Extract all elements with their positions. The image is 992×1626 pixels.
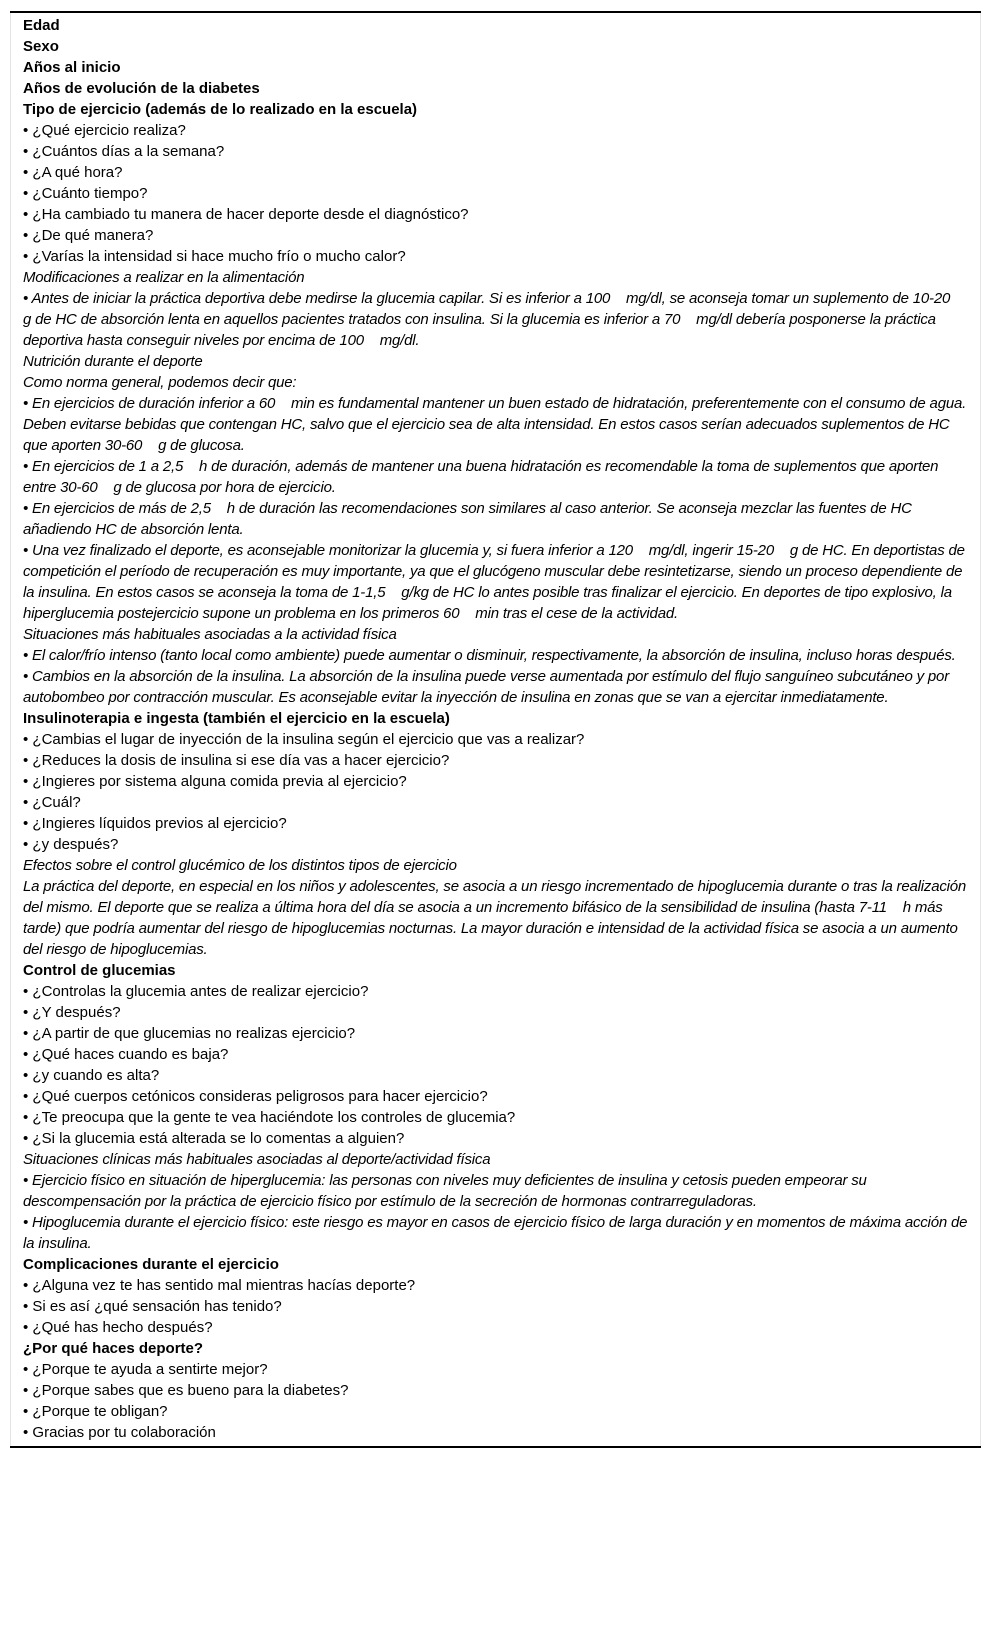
section-heading: Insulinoterapia e ingesta (también el ejercicio en la escuela) [23,710,450,727]
section-heading: ¿Por qué haces deporte? [23,1340,204,1357]
question-item: • ¿Ingieres por sistema alguna comida previa al ejercicio? [23,773,407,790]
question-item: • ¿Qué haces cuando es baja? [23,1046,229,1063]
guideline-text: Situaciones clínicas más habituales asociadas al deporte/actividad física [23,1151,491,1168]
guideline-text: • En ejercicios de más de 2,5 h de duración las recomendaciones son similares al caso anterior. Se aconseja mezclar las fuentes de HC añadiendo HC de absorción lenta. [23,500,916,538]
question-item: • ¿Porque te ayuda a sentirte mejor? [23,1361,268,1378]
guideline-text: Modificaciones a realizar en la alimentación [23,269,305,286]
question-item: • ¿A qué hora? [23,164,123,181]
question-item: • ¿Porque sabes que es bueno para la diabetes? [23,1382,349,1399]
question-item: • ¿Alguna vez te has sentido mal mientras hacías deporte? [23,1277,416,1294]
question-item: • ¿Si la glucemia está alterada se lo comentas a alguien? [23,1130,405,1147]
question-item: • ¿Ingieres líquidos previos al ejercicio? [23,815,287,832]
guideline-text: Nutrición durante el deporte [23,353,203,370]
section-heading: Años de evolución de la diabetes [23,80,260,97]
question-item: • ¿Qué has hecho después? [23,1319,213,1336]
guideline-text: La práctica del deporte, en especial en los niños y adolescentes, se asocia a un riesgo incrementado de hipoglucemia durante o tras la realización del mismo. El deporte que se realiza a última hora del día se asocia a un incremento bifásico de la sensibilidad de insulina (hasta 7-11 h más tarde) que podría aumentar del riesgo de hipoglucemias nocturnas. La mayor duración e intensidad de la actividad física se asocia a un aumento del riesgo de hipoglucemias. [23,878,971,958]
guideline-text: • El calor/frío intenso (tanto local como ambiente) puede aumentar o disminuir, respectivamente, la absorción de insulina, incluso horas después. [23,647,956,664]
question-item: • ¿Cambias el lugar de inyección de la insulina según el ejercicio que vas a realizar? [23,731,585,748]
question-item: • ¿Reduces la dosis de insulina si ese día vas a hacer ejercicio? [23,752,450,769]
question-item: • ¿Y después? [23,1004,121,1021]
question-item: • ¿Cuál? [23,794,81,811]
section-heading: Sexo [23,38,59,55]
section-heading: Años al inicio [23,59,121,76]
question-item: • ¿Cuánto tiempo? [23,185,148,202]
guideline-text: • En ejercicios de 1 a 2,5 h de duración, además de mantener una buena hidratación es recomendable la toma de suplementos que aporten entre 30-60 g de glucosa por hora de ejercicio. [23,458,943,496]
guideline-text: Situaciones más habituales asociadas a la actividad física [23,626,397,643]
question-item: • ¿Cuántos días a la semana? [23,143,225,160]
guideline-text: • Hipoglucemia durante el ejercicio físico: este riesgo es mayor en casos de ejercicio físico de larga duración y en momentos de máxima acción de la insulina. [23,1214,972,1252]
question-item: • ¿y después? [23,836,119,853]
questionnaire-table [10,11,981,1448]
question-item: • ¿Qué cuerpos cetónicos consideras peligrosos para hacer ejercicio? [23,1088,488,1105]
section-heading: Tipo de ejercicio (además de lo realizado en la escuela) [23,101,418,118]
question-item: • ¿Te preocupa que la gente te vea haciéndote los controles de glucemia? [23,1109,516,1126]
question-item: • Si es así ¿qué sensación has tenido? [23,1298,282,1315]
question-item: • ¿A partir de que glucemias no realizas ejercicio? [23,1025,356,1042]
guideline-text: • Una vez finalizado el deporte, es aconsejable monitorizar la glucemia y, si fuera inferior a 120 mg/dl, ingerir 15-20 g de HC. En deportistas de competición el período de recuperación es muy importante, ya que el glucógeno muscular debe resintetizarse, siendo un proceso dependiente de la insulina. En estos casos se aconseja la toma de 1-1,5 g/kg de HC lo antes posible tras finalizar el ejercicio. En deportes de tipo explosivo, la hiperglucemia postejercicio supone un problema en los primeros 60 min tras el cese de la actividad. [23,542,969,622]
section-heading: Edad [23,17,60,34]
question-item: • ¿Ha cambiado tu manera de hacer deporte desde el diagnóstico? [23,206,469,223]
question-item: • ¿y cuando es alta? [23,1067,160,1084]
questionnaire-cell [10,13,981,1446]
guideline-text: • Ejercicio físico en situación de hiperglucemia: las personas con niveles muy deficientes de insulina y cetosis pueden empeorar su descompensación por la práctica de ejercicio físico por estímulo de la secreción de hormonas contrarreguladoras. [23,1172,871,1210]
guideline-text: Como norma general, podemos decir que: [23,374,297,391]
guideline-text: • En ejercicios de duración inferior a 60 min es fundamental mantener un buen estado de hidratación, preferentemente con el consumo de agua. Deben evitarse bebidas que contengan HC, salvo que el ejercicio sea de alta intensidad. En estos casos serían adecuados suplementos de HC que aporten 30-60 g de glucosa. [23,395,971,454]
question-item: • ¿Qué ejercicio realiza? [23,122,186,139]
question-item: • ¿Controlas la glucemia antes de realizar ejercicio? [23,983,369,1000]
section-heading: Complicaciones durante el ejercicio [23,1256,279,1273]
section-heading: Control de glucemias [23,962,176,979]
guideline-text: Efectos sobre el control glucémico de los distintos tipos de ejercicio [23,857,457,874]
guideline-text: • Cambios en la absorción de la insulina. La absorción de la insulina puede verse aumentada por estímulo del flujo sanguíneo subcutáneo y por autobombeo por contracción muscular. Es aconsejable evitar la inyección de insulina en zonas que se van a ejercitar inmediatamente. [23,668,953,706]
guideline-text: • Antes de iniciar la práctica deportiva debe medirse la glucemia capilar. Si es inferior a 100 mg/dl, se aconseja tomar un suplemento de 10-20 g de HC de absorción lenta en aquellos pacientes tratados con insulina. Si la glucemia es inferior a 70 mg/dl debería posponerse la práctica deportiva hasta conseguir niveles por encima de 100 mg/dl. [23,290,966,349]
question-item: • Gracias por tu colaboración [23,1424,216,1441]
question-item: • ¿Porque te obligan? [23,1403,168,1420]
question-item: • ¿De qué manera? [23,227,154,244]
question-item: • ¿Varías la intensidad si hace mucho frío o mucho calor? [23,248,406,265]
